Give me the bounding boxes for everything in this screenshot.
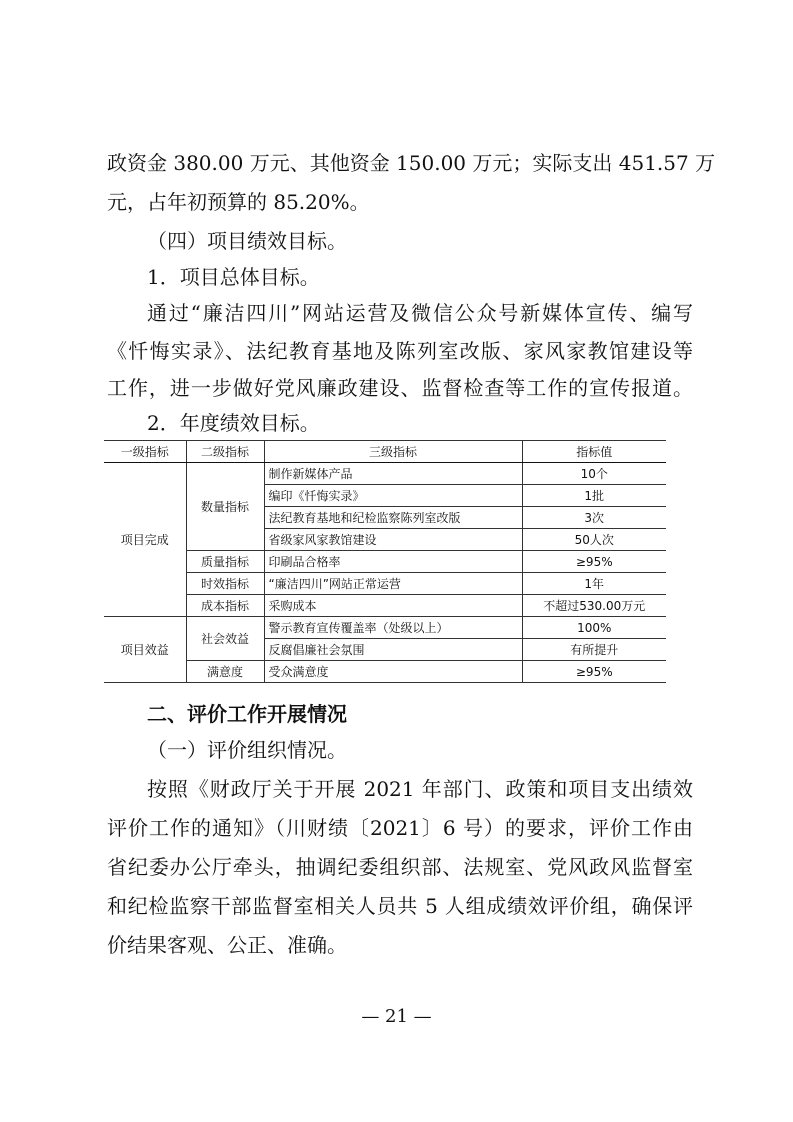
subsection-heading: （一）评价组织情况。 [147, 738, 347, 762]
value-cell: 1批 [522, 485, 666, 507]
paragraph-line: 工作，进一步做好党风廉政建设、监督检查等工作的宣传报道。 [107, 376, 693, 400]
level1-cell: 项目效益 [104, 617, 186, 683]
paragraph-line: 通过“廉洁四川”网站运营及微信公众号新媒体宣传、编写 [147, 301, 693, 325]
paragraph-line: 《忏悔实录》、法纪教育基地及陈列室改版、家风家教馆建设等 [107, 339, 693, 363]
value-cell: ≥95% [522, 551, 666, 573]
paragraph-line: 按照《财政厅关于开展 2021 年部门、政策和项目支出绩效 [147, 777, 693, 801]
table-row [104, 617, 666, 639]
section-heading: 二、评价工作开展情况 [147, 702, 347, 726]
level2-cell: 成本指标 [186, 595, 264, 617]
level1-cell: 项目完成 [104, 463, 186, 617]
value-cell: 不超过530.00万元 [522, 595, 666, 617]
paragraph-line: 评价工作的通知》（川财绩〔2021〕6 号）的要求，评价工作由 [107, 816, 693, 840]
paragraph-line: 元，占年初预算的 85.20%。 [107, 190, 370, 214]
page-number: — 21 — [361, 1006, 432, 1027]
level3-cell: 警示教育宣传覆盖率（处级以上） [264, 617, 522, 639]
table-row [104, 463, 666, 485]
level3-cell: “廉洁四川”网站正常运营 [264, 573, 522, 595]
paragraph-line: 价结果客观、公正、准确。 [107, 933, 347, 957]
performance-indicator-table [104, 440, 666, 683]
level3-cell: 省级家风家教馆建设 [264, 529, 522, 551]
level3-cell: 法纪教育基地和纪检监察陈列室改版 [264, 507, 522, 529]
value-cell: ≥95% [522, 661, 666, 683]
level2-cell: 社会效益 [186, 617, 264, 661]
value-cell: 3次 [522, 507, 666, 529]
value-cell: 10个 [522, 463, 666, 485]
level2-cell: 质量指标 [186, 551, 264, 573]
level3-cell: 采购成本 [264, 595, 522, 617]
level2-cell: 时效指标 [186, 573, 264, 595]
level3-cell: 受众满意度 [264, 661, 522, 683]
numbered-item: 1．项目总体目标。 [147, 265, 320, 289]
table-row [104, 595, 666, 617]
table-row [104, 573, 666, 595]
table-header-row [104, 441, 666, 463]
paragraph-line: 省纪委办公厅牵头，抽调纪委组织部、法规室、党风政风监督室 [107, 855, 693, 879]
value-cell: 1年 [522, 573, 666, 595]
level2-cell: 满意度 [186, 661, 264, 683]
paragraph-line: 政资金 380.00 万元、其他资金 150.00 万元；实际支出 451.57 万 [107, 151, 716, 175]
column-header: 一级指标 [104, 441, 186, 463]
value-cell: 100% [522, 617, 666, 639]
level3-cell: 印刷品合格率 [264, 551, 522, 573]
level3-cell: 制作新媒体产品 [264, 463, 522, 485]
subsection-heading: （四）项目绩效目标。 [147, 229, 347, 253]
numbered-item: 2．年度绩效目标。 [147, 411, 320, 435]
level3-cell: 反腐倡廉社会氛围 [264, 639, 522, 661]
column-header: 三级指标 [264, 441, 522, 463]
level2-cell: 数量指标 [186, 463, 264, 551]
value-cell: 有所提升 [522, 639, 666, 661]
column-header: 指标值 [522, 441, 666, 463]
column-header: 二级指标 [186, 441, 264, 463]
value-cell: 50人次 [522, 529, 666, 551]
table-row [104, 661, 666, 683]
level3-cell: 编印《忏悔实录》 [264, 485, 522, 507]
paragraph-line: 和纪检监察干部监督室相关人员共 5 人组成绩效评价组，确保评 [107, 894, 693, 918]
table-row [104, 551, 666, 573]
